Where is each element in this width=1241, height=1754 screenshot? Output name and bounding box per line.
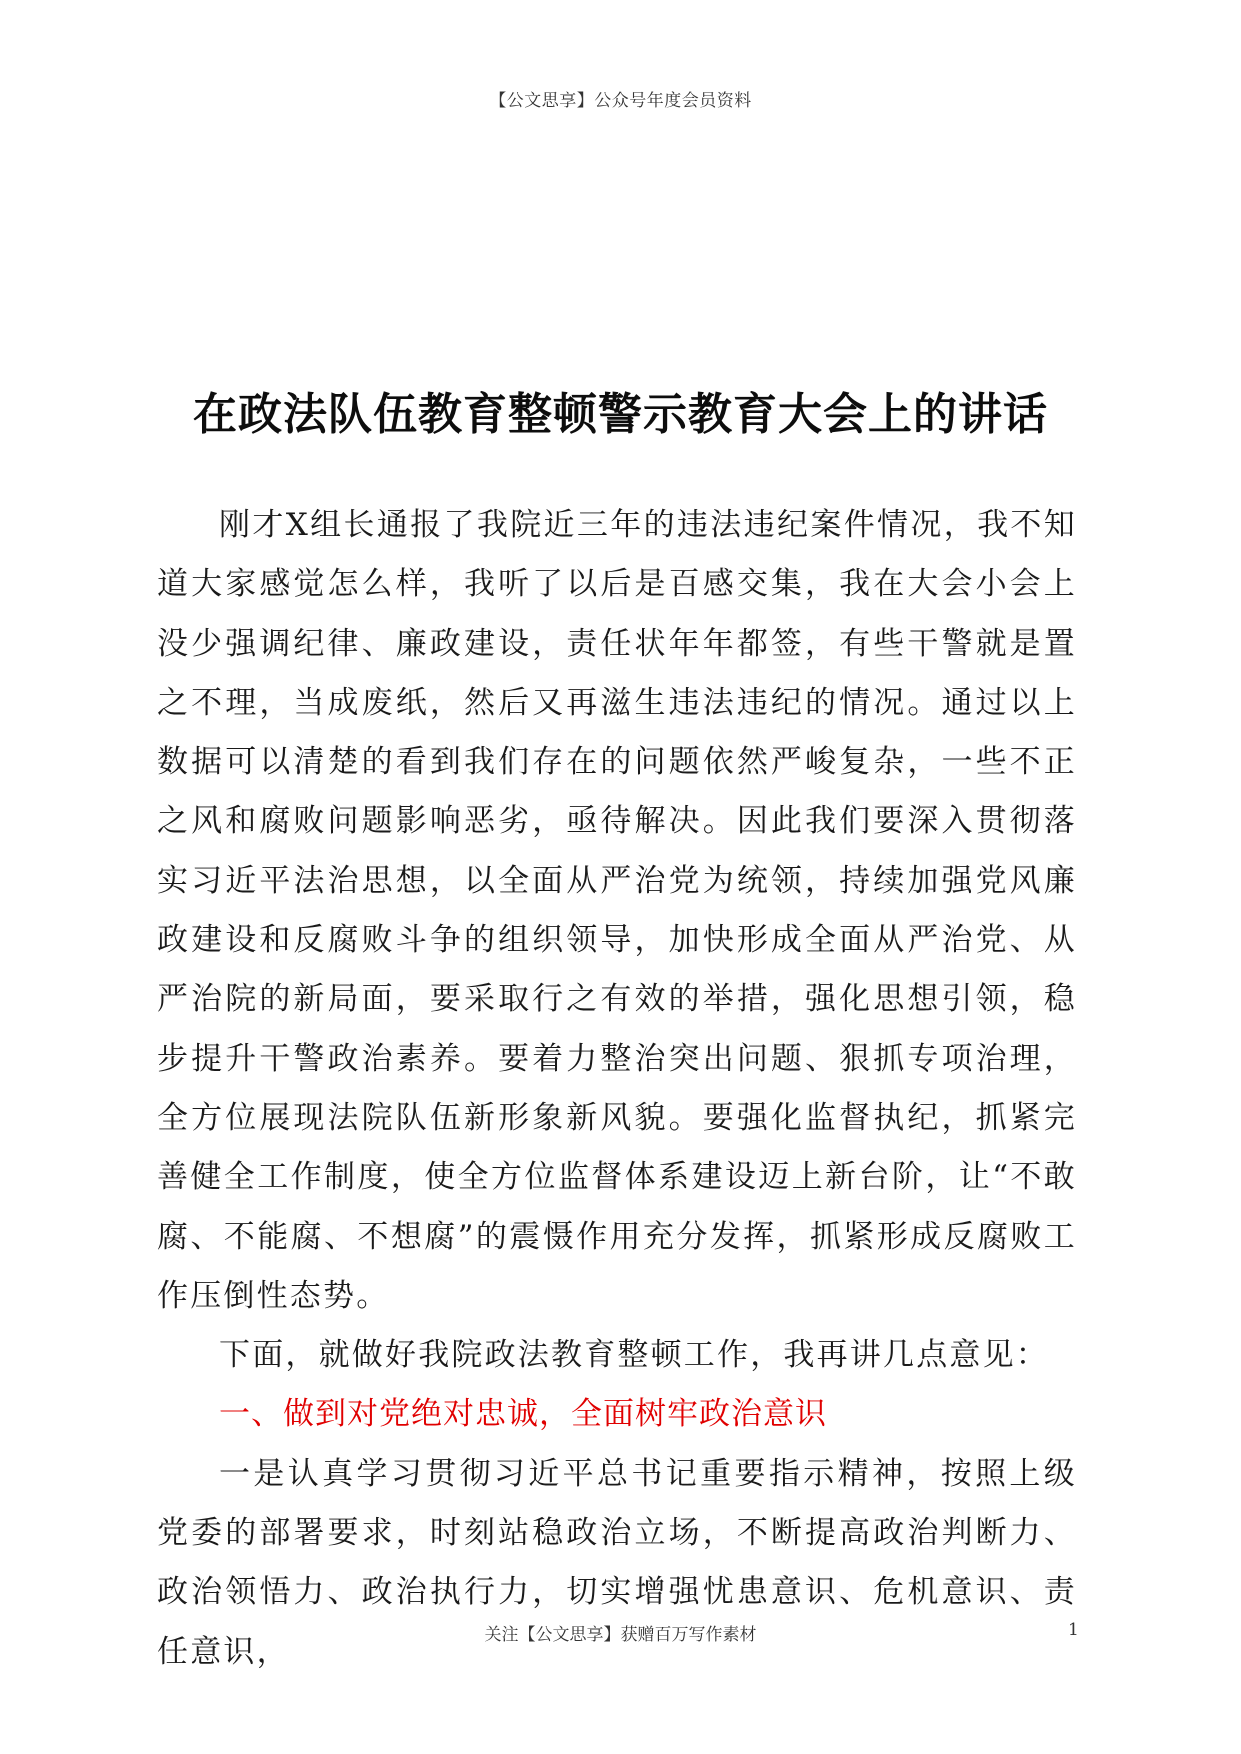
paragraph-intro: 刚才X组长通报了我院近三年的违法违纪案件情况，我不知道大家感觉怎么样，我听了以后是百感交集，我在大会小会上没少强调纪律、廉政建设，责任状年年都签，有些干警就是置之不理，当成废纸，然后又再滋生违法违纪的情况。通过以上数据可以清楚的看到我们存在的问题依然严峻复杂，一些不正之风和腐败问题影响恶劣，亟待解决。因此我们要深入贯彻落实习近平法治思想，以全面从严治党为统领，持续加强党风廉政建设和反腐败斗争的组织领导，加快形成全面从严治党、从严治院的新局面，要采取行之有效的举措，强化思想引领，稳步提升干警政治素养。要着力整治突出问题、狠抓专项治理，全方位展现法院队伍新形象新风貌。要强化监督执纪，抓紧完善健全工作制度，使全方位监督体系建设迈上新台阶，让“不敢腐、不能腐、不想腐”的震慑作用充分发挥，抓紧形成反腐败工作压倒性态势。 [157,507,1077,1314]
section-heading-1: 一、做到对党绝对忠诚，全面树牢政治意识 [219,1396,827,1433]
page-footer: 关注【公文思享】获赠百万写作素材 [484,1625,757,1645]
document-title: 在政法队伍教育整顿警示教育大会上的讲话 [193,389,1048,440]
paragraph-transition: 下面，就做好我院政法教育整顿工作，我再讲几点意见： [219,1337,1049,1374]
paragraph-point-1: 一是认真学习贯彻习近平总书记重要指示精神，按照上级党委的部署要求，时刻站稳政治立场，不断提高政治判断力、政治领悟力、政治执行力，切实增强忧患意识、危机意识、责任意识， [157,1455,1077,1670]
page-header: 【公文思享】公众号年度会员资料 [489,91,752,111]
document-body [157,496,1077,1682]
page-number: 1 [1068,1620,1079,1640]
